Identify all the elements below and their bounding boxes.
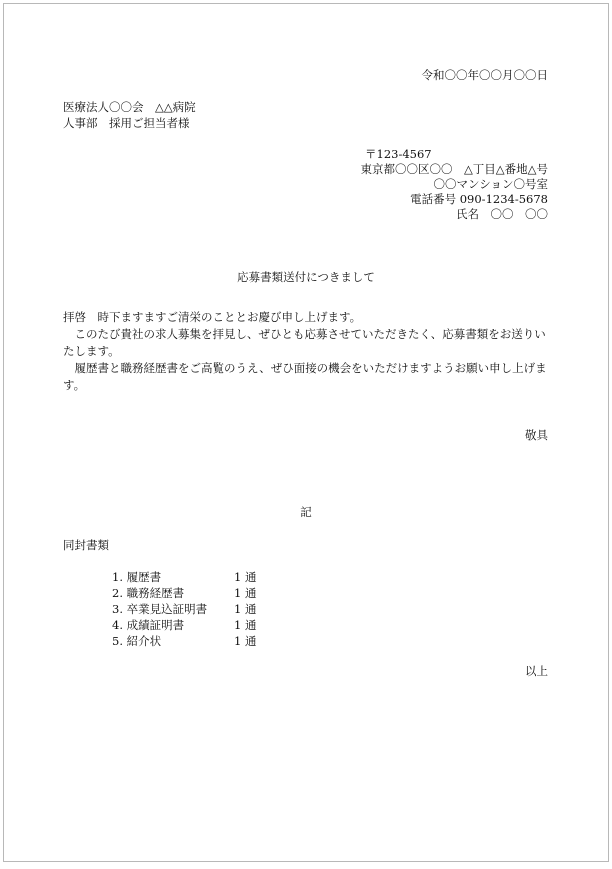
sender-address-line1: 東京都〇〇区〇〇 △丁目△番地△号 [360, 162, 548, 176]
letter-body [63, 309, 556, 394]
enclosure-count: 1 通 [234, 586, 257, 600]
body-paragraph-1: このたび貴社の求人募集を拝見し、ぜひとも応募させていただきたく、応募書類をお送りいたします。 [63, 327, 546, 358]
letter-subject: 応募書類送付につきまして [237, 270, 375, 284]
sender-postal-code: 〒123-4567 [365, 147, 432, 161]
list-item [112, 617, 256, 633]
ki-heading: 記 [300, 505, 312, 519]
letter-date: 令和〇〇年〇〇月〇〇日 [421, 68, 548, 82]
list-item [112, 633, 256, 649]
enclosure-count: 1 通 [234, 634, 257, 648]
sender-phone: 電話番号 090-1234-5678 [410, 192, 548, 206]
enclosures-heading: 同封書類 [63, 538, 109, 552]
enclosure-name: 5. 紹介状 [112, 634, 162, 648]
body-paragraph-2: 履歴書と職務経歴書をご高覧のうえ、ぜひ面接の機会をいただけますようお願い申し上げます。 [63, 361, 547, 392]
recipient-attention: 人事部 採用ご担当者様 [63, 116, 190, 130]
enclosure-name: 4. 成績証明書 [112, 618, 185, 632]
enclosure-count: 1 通 [234, 602, 257, 616]
closing-ijou: 以上 [525, 664, 548, 678]
enclosure-name: 3. 卒業見込証明書 [112, 602, 208, 616]
sender-address-line2: 〇〇マンション〇号室 [433, 177, 548, 191]
list-item [112, 585, 256, 601]
closing-keigu: 敬具 [525, 428, 548, 442]
enclosure-count: 1 通 [234, 618, 257, 632]
recipient-organization: 医療法人〇〇会 △△病院 [63, 100, 196, 114]
enclosure-name: 1. 履歴書 [112, 570, 162, 584]
list-item [112, 601, 256, 617]
sender-name: 氏名 〇〇 〇〇 [456, 207, 548, 221]
enclosure-count: 1 通 [234, 570, 257, 584]
enclosure-name: 2. 職務経歴書 [112, 586, 185, 600]
list-item [112, 569, 256, 585]
body-opening: 拝啓 時下ますますご清栄のこととお慶び申し上げます。 [63, 310, 362, 324]
document-page [3, 3, 609, 862]
enclosures-list [112, 569, 256, 649]
